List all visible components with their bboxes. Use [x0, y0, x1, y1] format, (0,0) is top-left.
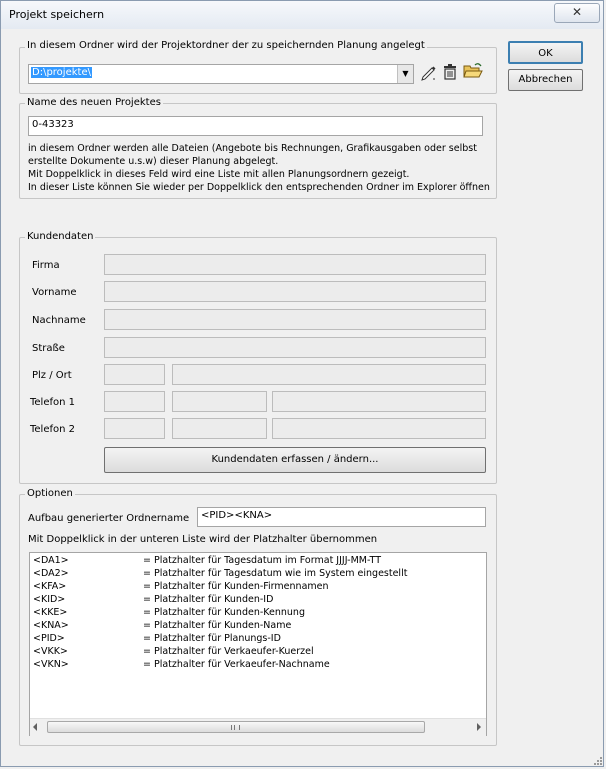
- phone2-field-b: [172, 418, 267, 439]
- phone1-field-c: [272, 391, 486, 412]
- edit-customer-button[interactable]: [104, 447, 486, 473]
- scroll-right-icon[interactable]: [477, 723, 481, 731]
- city-field: [172, 364, 486, 385]
- foldername-label: Aufbau generierter Ordnername: [28, 513, 190, 524]
- placeholder-desc: = Platzhalter für Planungs-ID: [143, 633, 281, 644]
- placeholder-desc: = Platzhalter für Tagesdatum wie im System eingestellt: [143, 568, 408, 579]
- lastname-field: [104, 309, 486, 330]
- title-bar: [1, 1, 603, 29]
- placeholder-key: <DA2>: [33, 568, 69, 579]
- project-note-4: In dieser Liste können Sie wieder per Doppelklick den entsprechenden Ordner im Explorer öffnen: [28, 182, 490, 193]
- scroll-thumb[interactable]: [47, 721, 425, 733]
- placeholder-key: <PID>: [33, 633, 65, 644]
- close-button[interactable]: [554, 3, 600, 23]
- cancel-label: Abbrechen: [518, 74, 573, 85]
- firstname-field: [104, 281, 486, 302]
- chevron-down-icon[interactable]: ▼: [397, 65, 413, 83]
- folder-path-combobox[interactable]: [28, 64, 414, 84]
- street-field: [104, 337, 486, 358]
- close-icon: ✕: [571, 5, 583, 19]
- zipcity-label: Plz / Ort: [32, 370, 72, 381]
- cancel-button[interactable]: [508, 69, 583, 91]
- edit-customer-label: Kundendaten erfassen / ändern...: [211, 454, 379, 465]
- placeholder-key: <KKE>: [33, 607, 68, 618]
- placeholder-desc: = Platzhalter für Verkaeufer-Kuerzel: [143, 646, 314, 657]
- placeholder-desc: = Platzhalter für Tagesdatum im Format JJJJ-MM-TT: [143, 555, 381, 566]
- customer-legend: Kundendaten: [27, 231, 94, 242]
- ok-label: OK: [538, 48, 553, 59]
- foldername-input[interactable]: <PID><KNA>: [197, 507, 486, 527]
- phone1-field-b: [172, 391, 267, 412]
- zip-field: [104, 364, 165, 385]
- placeholder-key: <KID>: [33, 594, 66, 605]
- pencil-icon[interactable]: [420, 63, 437, 81]
- placeholder-key: <DA1>: [33, 555, 69, 566]
- phone2-field-a: [104, 418, 165, 439]
- resize-grip-icon[interactable]: [592, 755, 603, 766]
- placeholder-desc: = Platzhalter für Verkaeufer-Nachname: [143, 659, 330, 670]
- window-title: Projekt speichern: [9, 8, 105, 21]
- street-label: Straße: [32, 343, 65, 354]
- project-note-1: in diesem Ordner werden alle Dateien (Angebote bis Rechnungen, Grafikausgaben oder selbst: [28, 143, 477, 154]
- project-note-3: Mit Doppelklick in dieses Feld wird eine Liste mit allen Planungsordnern gezeigt.: [28, 169, 410, 180]
- horizontal-scrollbar[interactable]: [30, 718, 486, 736]
- phone1-field-a: [104, 391, 165, 412]
- scroll-left-icon[interactable]: [33, 723, 37, 731]
- folder-legend: In diesem Ordner wird der Projektordner der zu speichernden Planung angelegt: [27, 40, 425, 51]
- project-name-input[interactable]: 0-43323: [28, 116, 483, 136]
- ok-button[interactable]: [508, 41, 583, 64]
- placeholder-desc: = Platzhalter für Kunden-Name: [143, 620, 292, 631]
- placeholder-key: <VKK>: [33, 646, 68, 657]
- project-note-2: erstellte Dokumente u.s.w) dieser Planung abgelegt.: [28, 156, 279, 167]
- project-legend: Name des neuen Projektes: [27, 97, 161, 108]
- placeholder-desc: = Platzhalter für Kunden-ID: [143, 594, 274, 605]
- placeholder-key: <VKN>: [33, 659, 69, 670]
- placeholder-desc: = Platzhalter für Kunden-Kennung: [143, 607, 305, 618]
- placeholder-list[interactable]: [29, 552, 487, 736]
- placeholder-desc: = Platzhalter für Kunden-Firmennamen: [143, 581, 329, 592]
- placeholder-hint: Mit Doppelklick in der unteren Liste wird der Platzhalter übernommen: [28, 534, 378, 545]
- company-field: [104, 254, 486, 275]
- grip-icon: [231, 725, 240, 730]
- placeholder-key: <KNA>: [33, 620, 69, 631]
- folder-path-value: D:\projekte\: [32, 67, 91, 78]
- trash-icon[interactable]: [442, 63, 458, 81]
- lastname-label: Nachname: [32, 315, 86, 326]
- phone2-field-c: [272, 418, 486, 439]
- company-label: Firma: [32, 260, 60, 271]
- firstname-label: Vorname: [32, 287, 77, 298]
- placeholder-key: <KFA>: [33, 581, 67, 592]
- phone2-label: Telefon 2: [30, 424, 76, 435]
- options-legend: Optionen: [27, 488, 73, 499]
- folder-open-icon[interactable]: [463, 62, 483, 80]
- phone1-label: Telefon 1: [30, 397, 76, 408]
